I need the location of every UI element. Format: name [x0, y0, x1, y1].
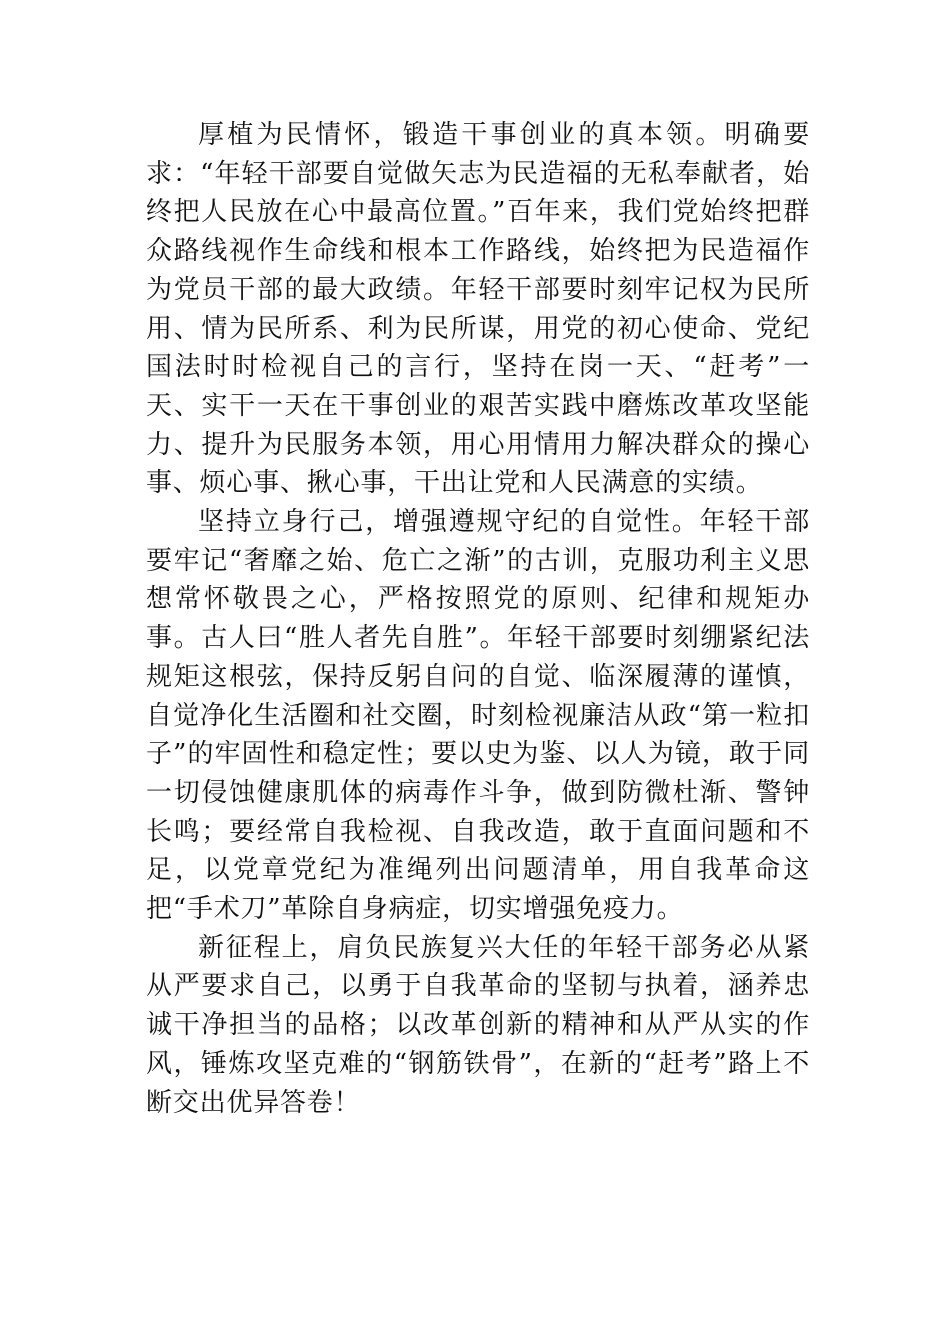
document-body: [146, 116, 810, 1122]
paragraph-2: 坚持立身行己，增强遵规守纪的自觉性。年轻干部要牢记“奢靡之始、危亡之渐”的古训，克服功利主义思想常怀敬畏之心，严格按照党的原则、纪律和规矩办事。古人曰“胜人者先自胜”。年轻干部要时刻绷紧纪法规矩这根弦，保持反躬自问的自觉、临深履薄的谨慎，自觉净化生活圈和社交圈，时刻检视廉洁从政“第一粒扣子”的牢固性和稳定性；要以史为鉴、以人为镜，敢于同一切侵蚀健康肌体的病毒作斗争，做到防微杜渐、警钟长鸣；要经常自我检视、自我改造，敢于直面问题和不足，以党章党纪为准绳列出问题清单，用自我革命这把“手术刀”革除自身病症，切实增强免疫力。: [146, 507, 810, 925]
paragraph-1: 厚植为民情怀，锻造干事创业的真本领。明确要求：“年轻干部要自觉做矢志为民造福的无私奉献者，始终把人民放在心中最高位置。”百年来，我们党始终把群众路线视作生命线和根本工作路线，始终把为民造福作为党员干部的最大政绩。年轻干部要时刻牢记权为民所用、情为民所系、利为民所谋，用党的初心使命、党纪国法时时检视自己的言行，坚持在岗一天、“赶考”一天、实干一天在干事创业的艰苦实践中磨炼改革攻坚能力、提升为民服务本领，用心用情用力解决群众的操心事、烦心事、揪心事，干出让党和人民满意的实绩。: [146, 120, 810, 499]
paragraph-3: 新征程上，肩负民族复兴大任的年轻干部务必从紧从严要求自己，以勇于自我革命的坚韧与执着，涵养忠诚干净担当的品格；以改革创新的精神和从严从实的作风，锤炼攻坚克难的“钢筋铁骨”，在新的“赶考”路上不断交出优异答卷！: [146, 932, 810, 1118]
